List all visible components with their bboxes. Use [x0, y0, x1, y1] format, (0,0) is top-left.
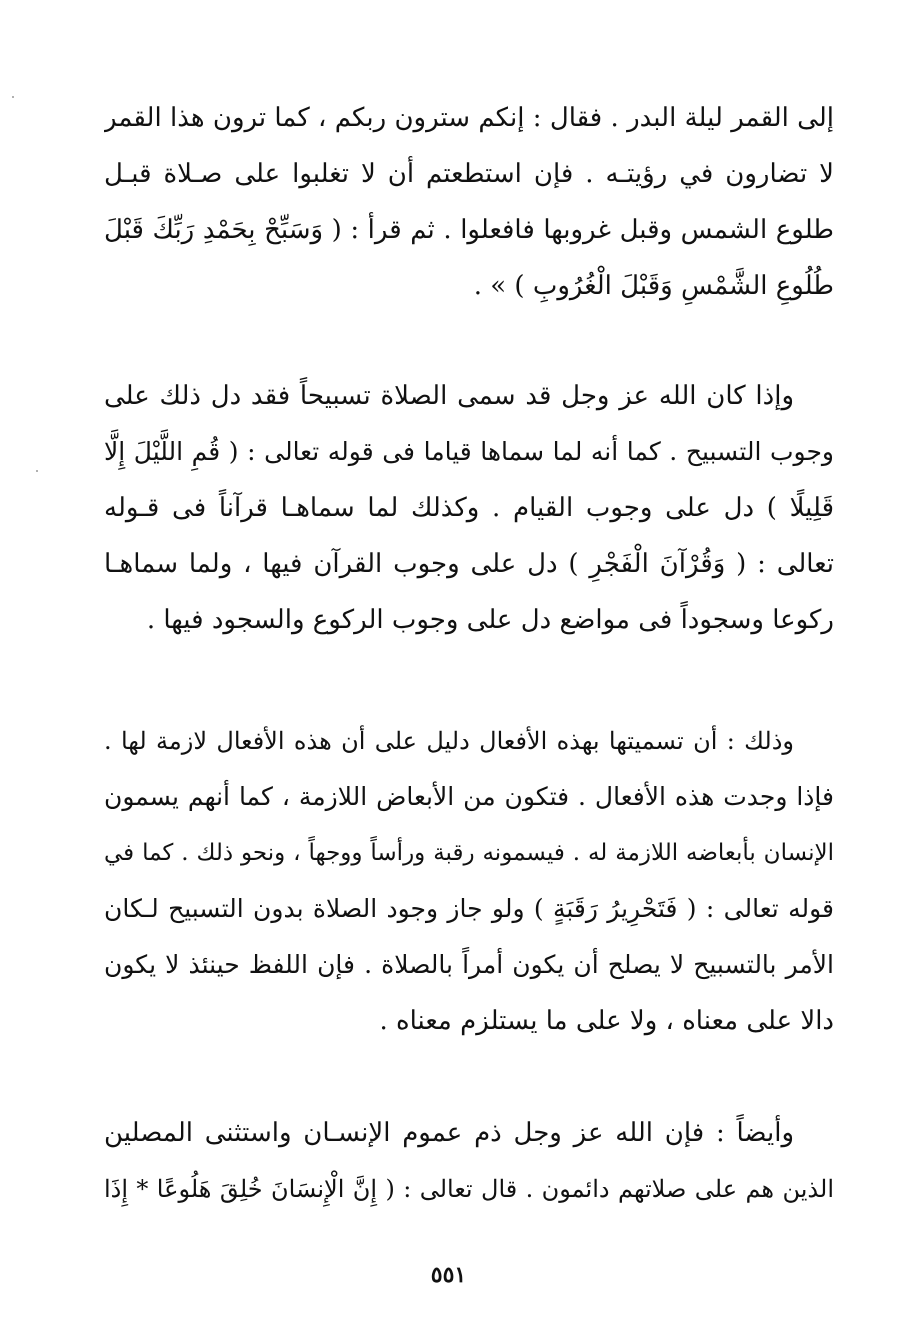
- text-line: تعالى : ( وَقُرْآنَ الْفَجْرِ ) دل على وجوب القرآن فيها ، ولما سماهـا: [104, 549, 834, 579]
- scan-speck: [12, 96, 14, 98]
- paragraph-4: [104, 1105, 834, 1217]
- text-line: وجوب التسبيح . كما أنه لما سماها قياما فى قوله تعالى : ( قُمِ اللَّيْلَ إِلَّا: [104, 437, 834, 466]
- text-line: لا تضارون في رؤيتـه . فإن استطعتم أن لا تغلبوا على صـلاة قبـل: [104, 159, 834, 189]
- text-line: وإذا كان الله عز وجل قد سمى الصلاة تسبيحاً فقد دل ذلك على: [104, 381, 794, 411]
- text-line: دالا على معناه ، ولا على ما يستلزم معناه .: [379, 1006, 834, 1036]
- text-line: طُلُوعِ الشَّمْسِ وَقَبْلَ الْغُرُوبِ ) » .: [473, 271, 834, 301]
- text-line: طلوع الشمس وقبل غروبها فافعلوا . ثم قرأ : ( وَسَبِّحْ بِحَمْدِ رَبِّكَ قَبْلَ: [104, 215, 834, 245]
- text-line: الإنسان بأبعاضه اللازمة له . فيسمونه رقبة ورأساً ووجهاً ، ونحو ذلك . كما في: [104, 840, 834, 866]
- text-line: وذلك : أن تسميتها بهذه الأفعال دليل على أن هذه الأفعال لازمة لها .: [104, 727, 795, 755]
- text-line: إلى القمر ليلة البدر . فقال : إنكم سترون ربكم ، كما ترون هذا القمر: [104, 103, 834, 133]
- page-number: ٥٥١: [430, 1262, 467, 1288]
- text-line: فإذا وجدت هذه الأفعال . فتكون من الأبعاض اللازمة ، كما أنهم يسمون: [104, 782, 834, 811]
- scan-speck: [36, 470, 38, 472]
- paragraph-2: [104, 368, 834, 648]
- text-line: الأمر بالتسبيح لا يصلح أن يكون أمراً بالصلاة . فإن اللفظ حينئذ لا يكون: [104, 950, 834, 979]
- text-line: وأيضاً : فإن الله عز وجل ذم عموم الإنسـان واستثنى المصلين: [104, 1118, 794, 1148]
- text-line: ركوعا وسجوداً فى مواضع دل على وجوب الركوع والسجود فيها .: [146, 605, 834, 635]
- text-line: قَلِيلًا ) دل على وجوب القيام . وكذلك لما سماهـا قرآناً فى قـوله: [104, 493, 834, 523]
- paragraph-1: [104, 90, 834, 314]
- text-line: قوله تعالى : ( فَتَحْرِيرُ رَقَبَةٍ ) ولو جاز وجود الصلاة بدون التسبيح لـكان: [104, 894, 834, 923]
- text-line: الذين هم على صلاتهم دائمون . قال تعالى : ( إِنَّ الْإِنسَانَ خُلِقَ هَلُوعًا * إِذَا: [104, 1175, 834, 1203]
- paragraph-3: [104, 713, 834, 1049]
